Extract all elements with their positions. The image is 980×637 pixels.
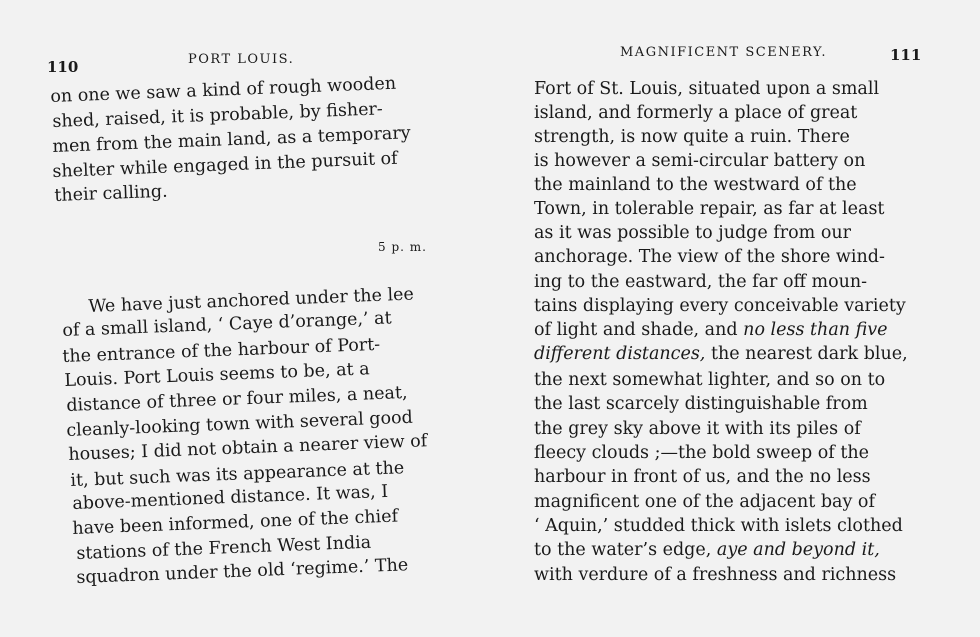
text-segment: the nearest dark blue,	[710, 344, 908, 364]
text-line: cleanly-looking town with several good	[66, 407, 414, 441]
text-line: We have just anchored under the lee	[88, 284, 415, 317]
text-line: the entrance of the harbour of Port-	[62, 334, 381, 367]
text-line: shed, raised, it is probable, by fisher-	[52, 99, 384, 132]
running-head-left: PORT LOUIS.	[188, 52, 295, 67]
text-line: is however a semi-circular battery on	[534, 151, 866, 171]
text-line: houses; I did not obtain a nearer view of	[68, 431, 428, 465]
page-number-right: 111	[890, 46, 922, 64]
text-line: the next somewhat lighter, and so on to	[534, 370, 886, 390]
text-line: harbour in front of us, and the no less	[534, 467, 871, 487]
text-line: squadron under the old ‘regime.’ The	[76, 555, 409, 588]
page-number-left: 110	[47, 58, 79, 76]
text-segment: to the water’s edge,	[534, 540, 712, 560]
right-page	[490, 0, 980, 637]
text-line: Fort of St. Louis, situated upon a small	[534, 79, 880, 99]
text-line: above-mentioned distance. It was, I	[72, 481, 389, 514]
text-line: distance of three or four miles, a neat,	[66, 382, 408, 416]
text-line	[534, 319, 888, 341]
text-line: as it was possible to judge from our	[534, 223, 851, 243]
text-line: the last scarcely distinguishable from	[534, 394, 868, 414]
text-line: shelter while engaged in the pursuit of	[52, 148, 398, 182]
text-line: on one we saw a kind of rough wooden	[50, 73, 397, 107]
italic-segment: aye and beyond it,	[716, 540, 880, 560]
text-line: of a small island, ‘ Caye d’orange,’ at	[62, 308, 392, 341]
text-line: with verdure of a freshness and richness	[534, 565, 897, 585]
text-line: tains displaying every conceivable variety	[534, 296, 906, 316]
italic-segment: no less than five	[743, 320, 888, 340]
text-line: anchorage. The view of the shore wind-	[534, 247, 885, 267]
text-line: fleecy clouds ;—the bold sweep of the	[534, 443, 869, 463]
text-line: ing to the eastward, the far off moun-	[534, 272, 868, 292]
text-line: the grey sky above it with its piles of	[534, 419, 861, 439]
italic-segment: different distances,	[534, 344, 706, 364]
text-line: men from the main land, as a temporary	[52, 123, 411, 157]
text-line: the mainland to the westward of the	[534, 175, 857, 195]
text-line	[534, 539, 880, 561]
time-note: 5 p. m.	[378, 240, 427, 254]
running-head-right: MAGNIFICENT SCENERY.	[620, 45, 827, 60]
text-line: Louis. Port Louis seems to be, at a	[64, 359, 370, 391]
text-line: stations of the French West India	[76, 532, 372, 564]
text-line: strength, is now quite a ruin. There	[534, 127, 850, 147]
text-segment: of light and shade, and	[534, 320, 738, 340]
text-line: it, but such was its appearance at the	[70, 458, 405, 491]
text-line: magnificent one of the adjacent bay of	[534, 492, 875, 512]
text-line: island, and formerly a place of great	[534, 103, 858, 123]
text-line: Town, in tolerable repair, as far at least	[534, 199, 885, 219]
text-line: ‘ Aquin,’ studded thick with islets clothed	[534, 516, 903, 536]
text-line: their calling.	[54, 181, 168, 206]
text-line	[534, 343, 908, 365]
text-line: have been informed, one of the chief	[72, 506, 399, 539]
